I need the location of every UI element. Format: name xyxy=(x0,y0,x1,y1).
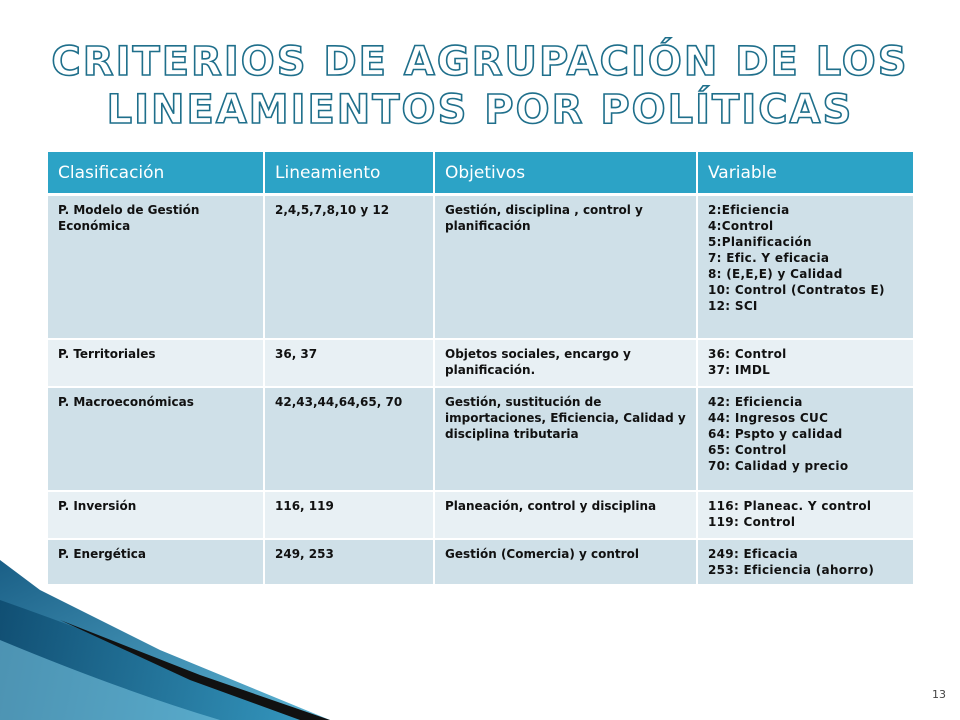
variable-item: 65: Control xyxy=(708,442,787,457)
title-line-1: CRITERIOS DE AGRUPACIÓN DE LOS xyxy=(51,39,909,85)
variable-item: 249: Eficacia xyxy=(708,546,798,561)
variable-item: 5:Planificación xyxy=(708,235,812,249)
variable-item: 116: Planeac. Y control xyxy=(708,498,872,513)
cell-variable xyxy=(697,195,914,339)
variable-item: 42: Eficiencia xyxy=(708,394,803,409)
table-header-row xyxy=(48,152,914,195)
variable-item: 64: Pspto y calidad xyxy=(708,426,843,441)
cell-objetivos: Planeación, control y disciplina xyxy=(434,491,697,539)
header-variable: Variable xyxy=(697,152,914,195)
table-row xyxy=(48,387,914,491)
variable-item: 119: Control xyxy=(708,514,796,529)
cell-lineamiento: 116, 119 xyxy=(264,491,434,539)
table-row xyxy=(48,491,914,539)
cell-lineamiento: 249, 253 xyxy=(264,539,434,585)
variable-item: 4:Control xyxy=(708,219,774,233)
variable-item: 37: IMDL xyxy=(708,362,771,377)
header-clasificacion: Clasificación xyxy=(48,152,264,195)
variable-item: 2:Eficiencia xyxy=(708,203,790,217)
slide-title xyxy=(0,38,960,134)
cell-objetivos: Gestión, sustitución de importaciones, Eficiencia, Calidad y disciplina tributaria xyxy=(434,387,697,491)
cell-variable xyxy=(697,339,914,387)
cell-clasificacion: P. Territoriales xyxy=(48,339,264,387)
cell-lineamiento: 36, 37 xyxy=(264,339,434,387)
cell-clasificacion: P. Inversión xyxy=(48,491,264,539)
cell-lineamiento: 42,43,44,64,65, 70 xyxy=(264,387,434,491)
cell-variable xyxy=(697,539,914,585)
cell-lineamiento: 2,4,5,7,8,10 y 12 xyxy=(264,195,434,339)
table-row xyxy=(48,195,914,339)
policies-table xyxy=(48,152,915,586)
cell-objetivos: Gestión, disciplina , control y planificación xyxy=(434,195,697,339)
page-number: 13 xyxy=(932,688,946,701)
table-row xyxy=(48,539,914,585)
cell-clasificacion: P. Macroeconómicas xyxy=(48,387,264,491)
title-line-2: LINEAMIENTOS POR POLÍTICAS xyxy=(106,87,854,133)
header-objetivos: Objetivos xyxy=(434,152,697,195)
cell-variable xyxy=(697,491,914,539)
variable-item: 44: Ingresos CUC xyxy=(708,410,829,425)
variable-item: 12: SCI xyxy=(708,299,758,313)
cell-objetivos: Objetos sociales, encargo y planificación. xyxy=(434,339,697,387)
variable-item: 70: Calidad y precio xyxy=(708,458,849,473)
variable-item: 253: Eficiencia (ahorro) xyxy=(708,562,875,577)
header-lineamiento: Lineamiento xyxy=(264,152,434,195)
cell-clasificacion: P. Modelo de Gestión Económica xyxy=(48,195,264,339)
cell-clasificacion: P. Energética xyxy=(48,539,264,585)
table-row xyxy=(48,339,914,387)
variable-item: 8: (E,E,E) y Calidad xyxy=(708,267,843,281)
variable-item: 10: Control (Contratos E) xyxy=(708,283,885,297)
cell-variable xyxy=(697,387,914,491)
variable-item: 7: Efic. Y eficacia xyxy=(708,251,830,265)
variable-item: 36: Control xyxy=(708,346,787,361)
cell-objetivos: Gestión (Comercia) y control xyxy=(434,539,697,585)
